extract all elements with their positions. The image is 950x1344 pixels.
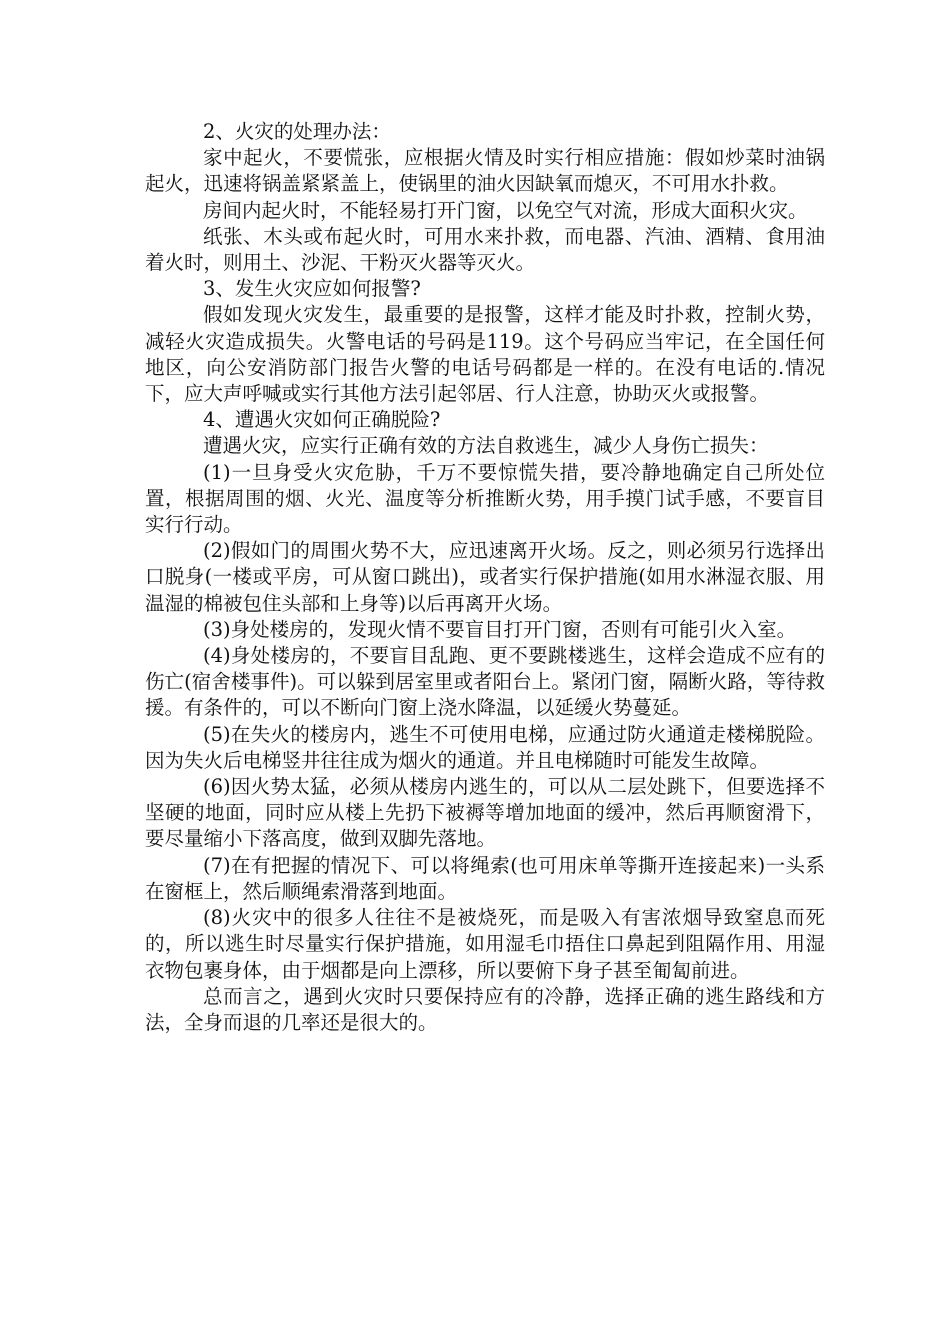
list-item-5: (5)在失火的楼房内，逃生不可使用电梯，应通过防火通道走楼梯脱险。因为失火后电梯竖井往往成为烟火的通道。并且电梯随时可能发生故障。	[145, 722, 825, 772]
list-item-1: (1)一旦身受火灾危胁，千万不要惊慌失措，要冷静地确定自己所处位置，根据周围的烟、火光、温度等分析推断火势，用手摸门试手感，不要盲目实行行动。	[145, 460, 825, 537]
list-item-2: (2)假如门的周围火势不大，应迅速离开火场。反之，则必须另行选择出口脱身(一楼或平房，可从窗口跳出)，或者实行保护措施(如用水淋湿衣服、用温湿的棉被包住头部和上身等)以后再离开火场。	[145, 539, 825, 615]
section-heading-fire-handling: 2、火灾的处理办法：	[203, 120, 391, 143]
paragraph-material-fire: 纸张、木头或布起火时，可用水来扑救，而电器、汽油、酒精、食用油着火时，则用土、沙泥、干粉灭火器等灭火。	[145, 224, 825, 275]
list-item-4: (4)身处楼房的，不要盲目乱跑、更不要跳楼逃生，这样会造成不应有的伤亡(宿舍楼事件)。可以躲到居室里或者阳台上。紧闭门窗，隔断火路，等待救援。有条件的，可以不断向门窗上浇水降温，以延缓火势蔓延。	[145, 644, 825, 720]
document-body	[145, 119, 825, 1036]
list-item-8: (8)火灾中的很多人往往不是被烧死，而是吸入有害浓烟导致窒息而死的，所以逃生时尽量实行保护措施，如用湿毛巾捂住口鼻起到阻隔作用、用湿衣物包裹身体，由于烟都是向上漂移，所以要俯下身子甚至匍匐前进。	[145, 906, 825, 982]
list-item-7: (7)在有把握的情况下、可以将绳索(也可用床单等撕开连接起来)一头系在窗框上，然后顺绳索滑落到地面。	[145, 853, 825, 903]
paragraph-kitchen-fire: 家中起火，不要慌张，应根据火情及时实行相应措施：假如炒菜时油锅起火，迅速将锅盖紧紧盖上，使锅里的油火因缺氧而熄灭，不可用水扑救。	[145, 146, 825, 196]
section-heading-escape: 4、遭遇火灾如何正确脱险?	[203, 408, 441, 432]
paragraph-conclusion: 总而言之，遇到火灾时只要保持应有的冷静，选择正确的逃生路线和方法，全身而退的几率还是很大的。	[145, 984, 825, 1034]
list-item-6: (6)因火势太猛，必须从楼房内逃生的，可以从二层处跳下，但要选择不坚硬的地面，同时应从楼上先扔下被褥等增加地面的缓冲，然后再顺窗滑下，要尽量缩小下落高度，做到双脚先落地。	[145, 775, 825, 851]
paragraph-report-fire: 假如发现火灾发生，最重要的是报警，这样才能及时扑救，控制火势，减轻火灾造成损失。火警电话的号码是119。这个号码应当牢记，在全国任何地区，向公安消防部门报告火警的电话号码都是一样的。在没有电话的.情况下，应大声呼喊或实行其他方法引起邻居、行人注意，协助灭火或报警。	[145, 303, 825, 406]
section-heading-report-fire: 3、发生火灾应如何报警?	[203, 277, 421, 301]
paragraph-escape-intro: 遭遇火灾，应实行正确有效的方法自救逃生，减少人身伤亡损失：	[203, 434, 769, 458]
list-item-3: (3)身处楼房的，发现火情不要盲目打开门窗，否则有可能引火入室。	[203, 617, 797, 641]
paragraph-room-fire: 房间内起火时，不能轻易打开门窗，以免空气对流，形成大面积火灾。	[203, 198, 808, 222]
